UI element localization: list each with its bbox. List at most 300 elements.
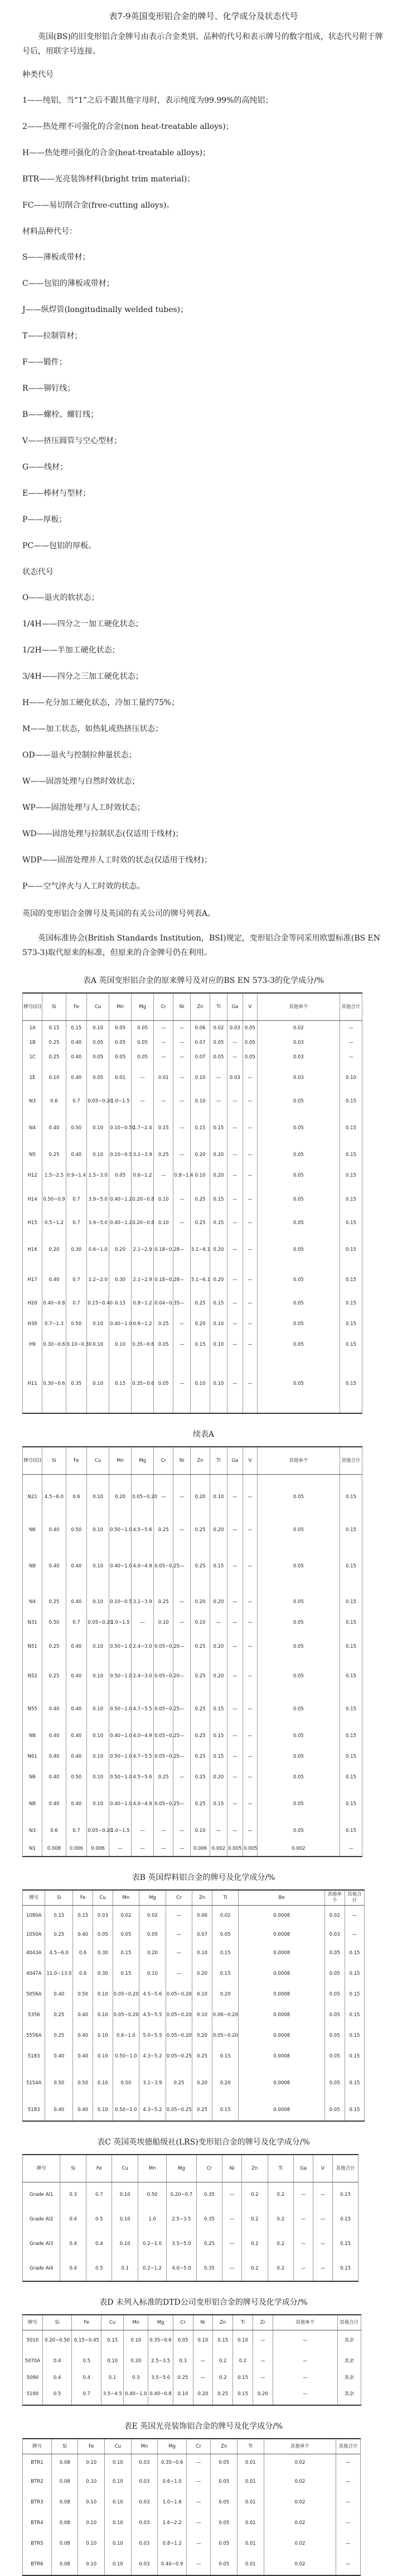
table-cell: 0.02 bbox=[212, 1906, 239, 1927]
table-cell: 0.15 bbox=[190, 1112, 210, 1145]
table-cell: 0.5 bbox=[86, 2256, 112, 2281]
table-cell: 0.01 bbox=[237, 2454, 264, 2472]
table-row bbox=[23, 2330, 385, 2352]
table-cell: — bbox=[173, 1767, 191, 1788]
temper-code-item: WD——固溶处理与拉制状态(仅适用于线材)； bbox=[22, 829, 183, 838]
table-cell: 0.15 bbox=[233, 2384, 253, 2405]
table-row bbox=[23, 2454, 385, 2472]
table-a2-header-cell: Si bbox=[42, 1447, 66, 1475]
table-cell: 4.5~6.0 bbox=[45, 1943, 73, 1964]
table-cell: — bbox=[243, 1767, 257, 1788]
table-cell: N3 bbox=[23, 1091, 42, 1112]
table-cell: — bbox=[313, 2232, 333, 2256]
closing-paragraph-1: 英国的变形铝合金牌号及英国的有关公司的牌号列表A。 bbox=[22, 909, 216, 918]
table-cell: 0.20~0.8 bbox=[132, 1213, 154, 1234]
table-cell: 3.1~3.9 bbox=[132, 1592, 154, 1613]
class-code-item: FC——易切削合金(free-cutting alloys)。 bbox=[22, 201, 175, 210]
table-row bbox=[23, 1213, 385, 1234]
table-cell: 3.5~5.0 bbox=[167, 2232, 197, 2256]
table-cell: — bbox=[154, 1165, 173, 1186]
table-e-header-cell: 其他单个 bbox=[264, 2439, 336, 2454]
table-b-header-cell: 其他单个 bbox=[324, 1890, 345, 1906]
table-e-header-cell: 牌号 bbox=[23, 2439, 52, 2454]
table-a-continued bbox=[22, 1446, 385, 1857]
table-a2-header-cell: Zn bbox=[190, 1447, 210, 1475]
table-cell: 0.15 bbox=[212, 1943, 239, 1964]
table-cell: 0.5 bbox=[86, 2207, 112, 2232]
form-code-item: E——棒材与型材； bbox=[22, 489, 91, 498]
table-cell: 0.35~0.6 bbox=[158, 2454, 187, 2472]
table-cell: — bbox=[210, 1821, 227, 1841]
table-cell: 0.05~0.25 bbox=[166, 2046, 192, 2067]
table-cell: 0.25 bbox=[42, 1592, 66, 1613]
table-cell: — bbox=[227, 1165, 243, 1186]
table-cell: 0.35 bbox=[196, 2207, 222, 2232]
table-b-header-cell: Cr bbox=[166, 1890, 192, 1906]
table-d-caption: 表D 未列入标准的DTD公司变形铝合金的牌号及化学成分/% bbox=[99, 2298, 308, 2307]
class-code-item: 2——热处理不可强化的合金(non heat-treatable alloys)； bbox=[22, 122, 234, 131]
table-cell: 0.4 bbox=[86, 2232, 112, 2256]
table-row bbox=[23, 1475, 385, 1520]
table-cell: — bbox=[187, 2554, 211, 2575]
table-cell: 0.05 bbox=[109, 1035, 132, 1050]
table-cell: 0.05 bbox=[257, 1335, 340, 1355]
table-cell: 0.05~0.20 bbox=[113, 2005, 139, 2026]
form-code-item: C——包铝的薄板或带材； bbox=[22, 279, 114, 288]
table-row bbox=[23, 1112, 385, 1145]
table-cell: — bbox=[173, 1747, 191, 1767]
table-cell: N6 bbox=[23, 1767, 42, 1788]
table-cell: 0.25 bbox=[154, 1314, 173, 1335]
table-cell: 5100 bbox=[23, 2384, 43, 2405]
table-cell: 0.05~0.25 bbox=[154, 1788, 173, 1821]
table-cell: 0.6~1.2 bbox=[132, 1165, 154, 1186]
table-cell: 0.30 bbox=[109, 1267, 132, 1293]
table-cell: — bbox=[166, 1964, 192, 1984]
table-cell: H9 bbox=[23, 1335, 42, 1355]
table-cell: 0.50~1.0 bbox=[109, 1660, 132, 1693]
table-cell: — bbox=[173, 1660, 191, 1693]
temper-code-item: M——加工状态，如热轧或热挤压状态； bbox=[22, 725, 163, 733]
table-cell: 0.05 bbox=[211, 2534, 238, 2554]
table-cell: 0.10~0.5 bbox=[109, 1592, 132, 1613]
table-cell: 0.50~1.0 bbox=[109, 1520, 132, 1541]
table-cell: 0.40 bbox=[66, 1747, 87, 1767]
table-row bbox=[23, 2100, 385, 2121]
table-cell: 0.6 bbox=[42, 1091, 66, 1112]
table-cell: 0.02 bbox=[264, 2492, 336, 2513]
table-cell: 0.20 bbox=[210, 1145, 227, 1165]
table-b bbox=[22, 1889, 385, 2122]
table-cell: — bbox=[109, 1841, 132, 1857]
temper-code-item: 1/4H——四分之一加工硬化状态； bbox=[22, 620, 143, 629]
table-cell: 0.50 bbox=[45, 2067, 73, 2100]
table-cell: 0.05 bbox=[93, 1926, 113, 1943]
table-cell: — bbox=[173, 1475, 191, 1520]
table-cell: 0.0008 bbox=[239, 1964, 325, 1984]
table-cell: 0.006 bbox=[190, 1841, 210, 1857]
table-cell: 0.05 bbox=[324, 2100, 345, 2121]
table-cell: 0.15 bbox=[73, 1906, 93, 1927]
table-e-header-cell: Mg bbox=[158, 2439, 187, 2454]
table-cell: 0.05 bbox=[154, 1335, 173, 1355]
table-cell: 0.15 bbox=[340, 1592, 362, 1613]
table-cell: 0.10 bbox=[190, 1091, 210, 1112]
table-cell: 0.10 bbox=[154, 1213, 173, 1234]
table-cell: 0.50 bbox=[113, 2067, 139, 2100]
table-cell: 0.05 bbox=[87, 1050, 109, 1064]
table-cell: 0.50 bbox=[138, 2182, 167, 2208]
table-cell: — bbox=[193, 2351, 213, 2372]
table-cell: 0.40 bbox=[66, 1064, 87, 1091]
table-cell: — bbox=[336, 2492, 360, 2513]
table-c-header-cell: 其他合计 bbox=[332, 2155, 358, 2182]
table-a2-header-cell: Cr bbox=[154, 1447, 173, 1475]
table-cell: 0.05 bbox=[257, 1520, 340, 1541]
table-cell: 0.05~0.20 bbox=[113, 1984, 139, 2005]
table-cell: H12 bbox=[23, 1165, 42, 1186]
table-cell: — bbox=[345, 1906, 365, 1927]
table-cell: Grade Al2 bbox=[23, 2207, 60, 2232]
table-cell: — bbox=[313, 2256, 333, 2281]
table-cell: 0.10 bbox=[87, 1520, 109, 1541]
table-cell: 0.25 bbox=[196, 2232, 222, 2256]
table-cell: 0.05~0.20 bbox=[166, 2005, 192, 2026]
table-row bbox=[23, 2005, 385, 2026]
table-cell: 0.05 bbox=[211, 2492, 238, 2513]
table-cell: 0.15 bbox=[340, 1475, 362, 1520]
table-cell: 0.30 bbox=[93, 1964, 113, 1984]
table-cell: 0.0008 bbox=[239, 2067, 325, 2100]
table-cell: 0.15 bbox=[210, 1726, 227, 1747]
table-cell: 0.10 bbox=[154, 1186, 173, 1213]
table-cell: 0.20 bbox=[210, 1592, 227, 1613]
table-cell: — bbox=[173, 1788, 191, 1821]
table-row bbox=[23, 1520, 385, 1541]
table-cell: — bbox=[227, 1747, 243, 1767]
table-cell: 0.30~0.6 bbox=[42, 1355, 66, 1413]
table-cell: 0.15 bbox=[213, 2330, 233, 2352]
table-cell: — bbox=[154, 1050, 173, 1064]
table-row bbox=[23, 1035, 385, 1050]
table-cell: 0.35 bbox=[196, 2256, 222, 2281]
table-cell: 0.15 bbox=[340, 1112, 362, 1145]
table-d-header-cell: 牌号 bbox=[23, 2315, 43, 2330]
table-cell: 0.10 bbox=[93, 1984, 113, 2005]
table-cell: 0.2 bbox=[268, 2256, 294, 2281]
table-cell: 0.05~0.25 bbox=[166, 2100, 192, 2121]
table-cell: 0.01 bbox=[237, 2513, 264, 2534]
table-cell: 0.05 bbox=[257, 1747, 340, 1767]
table-cell: — bbox=[227, 1355, 243, 1413]
table-cell: 0.10 bbox=[93, 2005, 113, 2026]
table-cell: — bbox=[243, 1633, 257, 1660]
table-cell: — bbox=[222, 2232, 242, 2256]
table-cell: — bbox=[173, 1021, 191, 1036]
table-cell: — bbox=[243, 1165, 257, 1186]
table-e-header-cell: Ti bbox=[237, 2439, 264, 2454]
table-cell: — bbox=[243, 1520, 257, 1541]
table-cell: 0.20 bbox=[192, 2067, 212, 2100]
table-cell: 0.10 bbox=[87, 1021, 109, 1036]
table-cell: 0.25 bbox=[173, 2372, 193, 2384]
table-c-header-cell: Mn bbox=[138, 2155, 167, 2182]
table-cell: 0.40 bbox=[66, 1592, 87, 1613]
table-cell: H15 bbox=[23, 1213, 42, 1234]
table-row bbox=[23, 1788, 385, 1821]
table-a2-header-cell: Fe bbox=[66, 1447, 87, 1475]
table-cell: 0.10 bbox=[78, 2472, 105, 2492]
table-cell: 1050A bbox=[23, 1926, 45, 1943]
table-cell: Grade Al1 bbox=[23, 2182, 60, 2208]
table-cell: 0.03 bbox=[257, 1050, 340, 1064]
table-cell: 0.15 bbox=[345, 2067, 365, 2100]
table-cell: 0.05~0.20 bbox=[132, 1475, 154, 1520]
table-cell: 4.0~5.0 bbox=[167, 2256, 197, 2281]
table-cell: 0.20 bbox=[210, 1165, 227, 1186]
table-d-header-cell: Zn bbox=[213, 2315, 233, 2330]
table-cell: 0.03 bbox=[257, 1064, 340, 1091]
table-cell: 0.15 bbox=[210, 1186, 227, 1213]
table-cell: — bbox=[273, 2384, 337, 2405]
table-cell: — bbox=[227, 1091, 243, 1112]
table-cell: 0.03 bbox=[324, 1926, 345, 1943]
table-cell: — bbox=[243, 1693, 257, 1726]
table-cell: — bbox=[227, 1821, 243, 1841]
table-cell: 0.25 bbox=[42, 1050, 66, 1064]
table-cell: 0.01 bbox=[237, 2472, 264, 2492]
table-cell: 0.15 bbox=[210, 1541, 227, 1592]
table-cell: 1.2~2.0 bbox=[87, 1267, 109, 1293]
table-cell: 1.0~1.5 bbox=[109, 1613, 132, 1633]
table-cell: 0.05 bbox=[257, 1475, 340, 1520]
table-row bbox=[23, 1165, 385, 1186]
class-code-item: 1——纯铝，当“1”之后不跟其他字母时，表示纯度为99.99%的高纯铝； bbox=[22, 96, 273, 105]
table-cell: 0.05 bbox=[257, 1314, 340, 1335]
form-code-item: PC——包铝的厚板。 bbox=[22, 541, 96, 550]
table-cell: 0.03 bbox=[131, 2554, 158, 2575]
table-cell: 0.6~1.0 bbox=[87, 1234, 109, 1267]
table-cell: 0.15 bbox=[340, 1788, 362, 1821]
table-cell: 0.05 bbox=[324, 2005, 345, 2026]
table-cell: 0.15 bbox=[345, 2046, 365, 2067]
table-cell: 0.05~0.25 bbox=[154, 1541, 173, 1592]
table-cell: — bbox=[132, 1821, 154, 1841]
table-d bbox=[22, 2314, 385, 2406]
table-cell: — bbox=[340, 1841, 362, 1857]
table-cell: 0.05 bbox=[257, 1145, 340, 1165]
table-cell: — bbox=[166, 1943, 192, 1964]
table-row bbox=[23, 1926, 385, 1943]
table-cell: — bbox=[173, 1355, 191, 1413]
table-c-caption: 表C 英国英埃德船级社(LRS)变形铝合金的牌号及化学成分/% bbox=[97, 2138, 310, 2147]
table-a2-header-cell: 牌号(旧) bbox=[23, 1447, 42, 1475]
table-cell: 0.10 bbox=[105, 2513, 132, 2534]
table-cell: 0.02 bbox=[139, 1906, 166, 1927]
table-cell: 0.05 bbox=[257, 1186, 340, 1213]
table-e-header-cell: Si bbox=[51, 2439, 78, 2454]
table-cell: 0.15 bbox=[340, 1520, 362, 1541]
table-cell: — bbox=[173, 1633, 191, 1660]
table-cell: 0.15 bbox=[212, 2046, 239, 2067]
table-row bbox=[23, 1541, 385, 1592]
table-cell: — bbox=[243, 1091, 257, 1112]
table-cell: 0.10 bbox=[78, 2492, 105, 2513]
table-cell: 4.5~5.6 bbox=[132, 1520, 154, 1541]
table-cell: 4.7~5.5 bbox=[132, 1693, 154, 1726]
table-cell: 0.0008 bbox=[239, 2100, 325, 2121]
table-cell: 0.15 bbox=[340, 1267, 362, 1293]
table-cell: 4.0~4.9 bbox=[132, 1726, 154, 1747]
table-cell: H16 bbox=[23, 1234, 42, 1267]
table-row bbox=[23, 1613, 385, 1633]
table-cell: 0.18~0.28 bbox=[154, 1234, 173, 1267]
table-cell: 0.15 bbox=[340, 1213, 362, 1234]
table-cell: 0.40~1.2 bbox=[109, 1186, 132, 1213]
table-a-header-cell: Cr bbox=[154, 993, 173, 1021]
table-cell: 0.2 bbox=[242, 2232, 268, 2256]
table-cell: 5070A bbox=[23, 2351, 43, 2372]
temper-code-item: WDP——固溶处理并人工时效的状态(仅适用于线材)； bbox=[22, 856, 212, 865]
table-cell: — bbox=[154, 1821, 173, 1841]
table-cell: 0.10 bbox=[87, 1726, 109, 1747]
form-code-item: S——薄板或带材； bbox=[22, 253, 90, 262]
table-cell: 0.10 bbox=[78, 2534, 105, 2554]
table-cell: 0.40 bbox=[66, 1050, 87, 1064]
table-a-header-cell: 其他单个 bbox=[257, 993, 340, 1021]
table-cell: 0.25 bbox=[166, 2067, 192, 2100]
table-cell: 0.06 bbox=[190, 1021, 210, 1036]
table-cell: — bbox=[294, 2256, 313, 2281]
table-cell: 0.05 bbox=[87, 1064, 109, 1091]
table-a-header-cell: Mg bbox=[132, 993, 154, 1021]
table-cell: 0.40 bbox=[42, 1726, 66, 1747]
table-cell: — bbox=[227, 1112, 243, 1145]
table-cell: 11.0~13.0 bbox=[45, 1964, 73, 1984]
table-c-header-cell: V bbox=[313, 2155, 333, 2182]
table-cell: 0.9~1.4 bbox=[66, 1165, 87, 1186]
table-cell: 0.05 bbox=[212, 1926, 239, 1943]
table-cell: 0.25 bbox=[190, 1788, 210, 1821]
table-cell: — bbox=[154, 1021, 173, 1036]
table-cell: 0.6 bbox=[42, 1821, 66, 1841]
table-cell: 0.05~0.20 bbox=[212, 2026, 239, 2046]
table-cell: 0.15 bbox=[210, 1693, 227, 1726]
table-c-header-cell: Cu bbox=[112, 2155, 138, 2182]
table-cell: H14 bbox=[23, 1186, 42, 1213]
table-cell: N1 bbox=[23, 1841, 42, 1857]
table-cell: — bbox=[173, 1541, 191, 1592]
table-d-header-cell: Si bbox=[42, 2315, 72, 2330]
table-cell: 0.15 bbox=[345, 1984, 365, 2005]
table-cell: 0.05 bbox=[113, 1926, 139, 1943]
table-cell: 0.01 bbox=[154, 1064, 173, 1091]
table-cell: 0.07 bbox=[192, 1926, 212, 1943]
table-cell: 0.8~1.4 bbox=[173, 1165, 191, 1186]
table-cell: 0.2 bbox=[242, 2182, 268, 2208]
table-row bbox=[23, 2351, 385, 2372]
table-cell: 0.08 bbox=[51, 2492, 78, 2513]
table-cell: — bbox=[173, 1267, 191, 1293]
table-cell: 0.30 bbox=[93, 1943, 113, 1964]
table-cell: 0.10 bbox=[87, 1112, 109, 1145]
table-row bbox=[23, 1693, 385, 1726]
form-code-item: P——厚板； bbox=[22, 515, 67, 524]
table-cell: 0.40~1.0 bbox=[109, 1788, 132, 1821]
table-cell: 0.15 bbox=[210, 1112, 227, 1145]
table-cell: 0.008 bbox=[42, 1841, 66, 1857]
table-row bbox=[23, 1964, 385, 1984]
table-cell: — bbox=[227, 1145, 243, 1165]
table-cell: — bbox=[227, 1767, 243, 1788]
table-cell: 0.10 bbox=[42, 1064, 66, 1091]
table-cell: 4.5~6.0 bbox=[42, 1475, 66, 1520]
table-cell: — bbox=[294, 2207, 313, 2232]
table-cell: 5.1~6.1 bbox=[190, 1267, 210, 1293]
table-cell: 0.15 bbox=[345, 2100, 365, 2121]
table-cell: 0.25 bbox=[213, 2384, 233, 2405]
table-cell: 0.15 bbox=[210, 1788, 227, 1821]
table-cell: N21 bbox=[23, 1475, 42, 1520]
table-cell: 0.7 bbox=[66, 1213, 87, 1234]
table-cell: 0.0008 bbox=[239, 2026, 325, 2046]
table-cell: 0.002 bbox=[257, 1841, 340, 1857]
table-cell: — bbox=[173, 1821, 191, 1841]
table-cell: 0.05 bbox=[211, 2554, 238, 2575]
table-cell: 5090 bbox=[23, 2372, 43, 2384]
table-c-header-cell: Fe bbox=[86, 2155, 112, 2182]
table-cell: 0.6 bbox=[73, 1964, 93, 1984]
table-cell: — bbox=[227, 1213, 243, 1234]
table-cell: — bbox=[243, 1314, 257, 1335]
table-cell: 其余 bbox=[337, 2351, 361, 2372]
table-cell: BTR6 bbox=[23, 2554, 52, 2575]
table-cell: 0.15 bbox=[101, 2330, 124, 2352]
table-b-caption: 表B 英国焊料铝合金的牌号及化学成分/% bbox=[132, 1873, 275, 1882]
table-cell: — bbox=[340, 1021, 362, 1036]
table-row bbox=[23, 1592, 385, 1613]
table-cell: 0.10 bbox=[112, 2207, 138, 2232]
table-b-header-cell: 其他合计 bbox=[345, 1890, 365, 1906]
table-cell: 0.15 bbox=[109, 1293, 132, 1314]
table-cell: — bbox=[227, 1186, 243, 1213]
table-cell: 0.05 bbox=[210, 1035, 227, 1050]
table-e-header-cell: Fe bbox=[78, 2439, 105, 2454]
table-cell: 0.05 bbox=[211, 2513, 238, 2534]
table-cell: 0.0008 bbox=[239, 2005, 325, 2026]
table-cell: N31 bbox=[23, 1613, 42, 1633]
table-cell: — bbox=[227, 1660, 243, 1693]
table-cell: 0.10 bbox=[192, 1984, 212, 2005]
table-cell: 0.20 bbox=[109, 1234, 132, 1267]
table-cell: — bbox=[273, 2330, 337, 2352]
table-cell: 0.10 bbox=[101, 2351, 124, 2372]
table-a-header-cell: Ni bbox=[173, 993, 191, 1021]
intro-paragraph: 英国(BS)的旧变形铝合金牌号由表示合金类别、品种的代号和表示牌号的数字组成，状态代号附于牌号后，用联字号连接。 bbox=[22, 32, 383, 56]
table-cell: 0.05 bbox=[243, 1050, 257, 1064]
table-cell: 0.05~0.20 bbox=[154, 1633, 173, 1660]
table-cell: 0.20 bbox=[210, 1660, 227, 1693]
closing-paragraph-2: 英国标准协会(British Standards Institution，BSI)规定，变形铝合金等同采用欧盟标准(BS EN 573-3)取代原来的标准，但原来的合金牌号仍在利用。 bbox=[22, 934, 381, 957]
table-row bbox=[23, 2372, 385, 2384]
table-cell: 0.05 bbox=[257, 1267, 340, 1293]
form-code-item: G——线材； bbox=[22, 463, 68, 472]
table-cell: 0.4 bbox=[60, 2207, 86, 2232]
table-cell: — bbox=[294, 2232, 313, 2256]
table-cell: 0.6~1.0 bbox=[158, 2472, 187, 2492]
table-row bbox=[23, 1633, 385, 1660]
table-cell: 1.0~1.6 bbox=[158, 2492, 187, 2513]
